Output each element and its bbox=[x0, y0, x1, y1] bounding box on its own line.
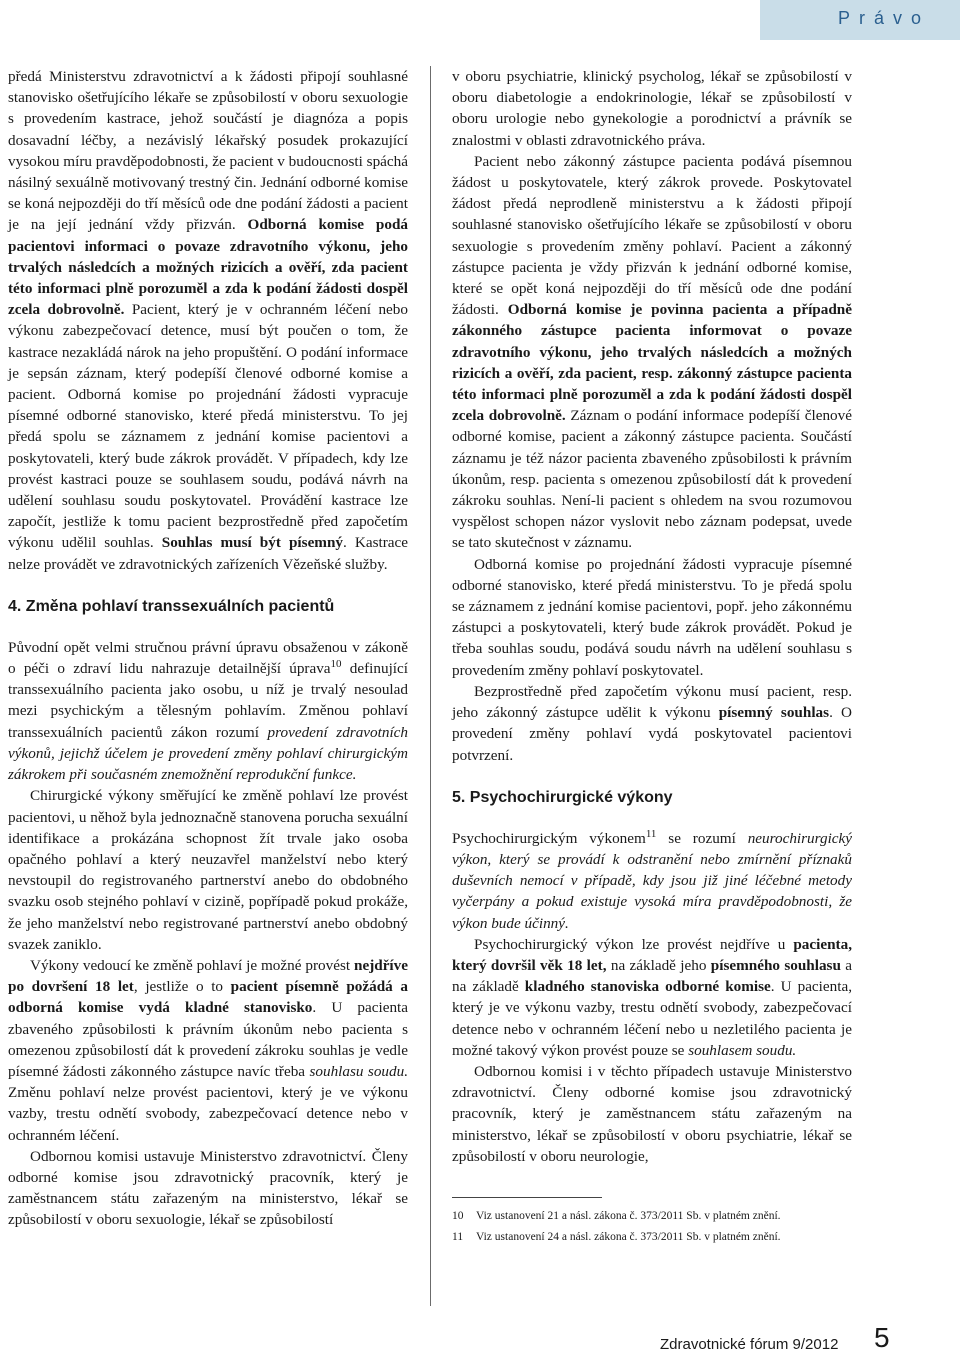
italic-text: souhlasem soudu. bbox=[688, 1041, 797, 1059]
italic-text: souhlasu soudu. bbox=[309, 1062, 408, 1080]
text-run: v oboru psychiatrie, klinický psycholog, lékař se způsobilostí v oboru diabetologie a endokrinologie, lékař se způsobilostí v oboru urologie nebo gynekologie a porodnictví a právník se znalostmi v oblasti zdravotnického práva. bbox=[452, 68, 852, 149]
section-label: Právo bbox=[837, 8, 930, 28]
text-run: . O provedení změny pohlaví vydá poskytovatel pacientovi potvrzení. bbox=[452, 704, 853, 764]
bold-text: pacient písemně požádá a odborná komise vydá kladné stanovisko bbox=[8, 978, 408, 1017]
text-run: Pacient, který je v ochranném léčení nebo výkonu zabezpečovací detence, musí být poučen o tom, že kastrace nezakládá nárok na jeho propuštění. O podání informace je sepsán záznam, který podepíší členové odborné komise a pacient. Odborná komise po projednání žádosti vypracuje písemné odborné stanovisko, které předá ministerstvu. To jej předá spolu se záznamem z jednání komise pacientovi a poskytovateli, který bude zákrok provádět. V případech, kdy lze provést kastraci pouze se souhlasem soudu, podává návrh na udělení souhlasu soudu poskytovatel. Provádění kastrace lze započít, jestliže k tomu pacient bezprostředně před započetím výkonu udělil souhlas. bbox=[8, 301, 408, 552]
text-run: . Kastrace nelze provádět ve zdravotnických zařízeních Vězeňské služby. bbox=[8, 534, 408, 573]
paragraph bbox=[452, 681, 852, 766]
footnote bbox=[452, 1208, 852, 1225]
text-run: . U pacienta zbaveného způsobilosti k právním úkonům nebo pacienta s omezenou způsobilostí dát k provedení zákroku souhlas je vedle písemné žádosti zákonného zástupce navíc třeba bbox=[8, 999, 409, 1080]
paragraph bbox=[8, 637, 408, 785]
paragraph bbox=[452, 66, 852, 151]
text-run: Změnu pohlaví nelze provést pacientovi, který je ve výkonu vazby, trestu odnětí svobody, zabezpečovací detence nebo v ochranném léčení. bbox=[8, 1084, 408, 1144]
paragraph bbox=[8, 785, 408, 955]
text-run: . U pacienta, který je ve výkonu vazby, trestu odnětí svobody, zabezpečovací detence nebo v ochranném léčení nebo u nezletilého pacienta je možné takový výkon provést pouze se bbox=[452, 978, 852, 1059]
text-run: definující transsexuálního pacienta jako osobu, u níž je trvalý nesoulad mezi psychickým a tělesným pohlavím. Změnou pohlaví transsexuálních pacientů zákon rozumí bbox=[8, 660, 408, 741]
footnote-rule bbox=[452, 1197, 602, 1198]
column-divider bbox=[430, 66, 431, 1306]
paragraph bbox=[452, 554, 852, 681]
text-run: Psychochirurgický výkon lze provést nejdříve u bbox=[474, 935, 794, 953]
footnote-text: Viz ustanovení 21 a násl. zákona č. 373/2011 Sb. v platném znění. bbox=[476, 1209, 781, 1222]
page-number: 5 bbox=[874, 1322, 890, 1353]
bold-text: písemný souhlas bbox=[718, 704, 830, 722]
text-run: Odbornou komisi ustavuje Ministerstvo zdravotnictví. Členy odborné komise jsou zdravotnický pracovník, který je zaměstnancem státu zařazeným na ministerstvo, lékař se způsobilostí v oboru sexuologie, lékař se způsobilostí bbox=[8, 1147, 408, 1229]
bold-text: nejdříve po dovršení 18 let bbox=[8, 956, 408, 996]
paragraph bbox=[452, 1061, 852, 1167]
footnote-number: 10 bbox=[452, 1209, 464, 1222]
footnote-text: Viz ustanovení 24 a násl. zákona č. 373/2011 Sb. v platném znění. bbox=[476, 1230, 781, 1243]
text-run: Záznam o podání informace podepíší členové odborné komise, pacient a zákonný zástupce pacienta. Součástí záznamu je též názor pacienta zbaveného způsobilosti k právním úkonům, resp. pacienta s omezenou způsobilostí dát k provedení zákroku souhlas. Není-li pacient s ohledem na svou rozumovou vyspělost schopen názor vyslovit nebo záznam podepsat, uvede se tato skutečnost v záznamu. bbox=[452, 407, 852, 552]
text-run: předá Ministerstvu zdravotnictví a k žádosti připojí souhlasné stanovisko ošetřujícího lékaře se způsobilostí v oboru sexuologie s provedením kastrace, jehož součástí je diagnóza a popis dosavadní léčby, a nezávislý lékařský posudek prokazující vysokou míru pravděpodobnosti, že pacient v budoucnosti spáchá násilný sexuálně motivovaný trestný čin. Jednání odborné komise se koná nejpozději do tří měsíců ode dne podání žádosti a pacient je na její jednání vždy přizván. bbox=[8, 68, 408, 234]
text-run: Odbornou komisi i v těchto případech ustavuje Ministerstvo zdravotnictví. Členy odborné komise jsou zdravotnický pracovník, který je zaměstnancem státu zařazeným na ministerstvo, lékař se způsobilostí v oboru psychiatrie, lékař se způsobilostí v oboru neurologie, bbox=[452, 1062, 852, 1165]
text-run: a na základě bbox=[452, 956, 853, 996]
paragraph bbox=[452, 828, 852, 934]
paragraph bbox=[8, 66, 408, 575]
right-column bbox=[452, 66, 852, 1250]
paragraph bbox=[8, 1146, 408, 1231]
bold-text: písemného souhlasu bbox=[710, 956, 841, 974]
bold-text: pacienta, který dovršil věk 18 let, bbox=[452, 935, 852, 974]
footnote-ref: 10 bbox=[330, 658, 342, 671]
text-run: Pacient nebo zákonný zástupce pacienta podává písemnou žádost u poskytovatele, který zákrok provede. Poskytovatel žádost předá neprodleně ministerstvu a k žádosti připojí souhlasné stanovisko ošetřujícího lékaře se způsobilostí v oboru sexuologie s provedením změny pohlaví. Pacient a zákonný zástupce pacienta je vždy přizván k jednání odborné komise, které se opět koná nejpozději do tří měsíců ode dne podání žádosti. bbox=[452, 152, 852, 319]
text-run: Odborná komise po projednání žádosti vypracuje písemné odborné stanovisko, které předá ministerstvu. To je předá spolu se záznamem z jednání komise pacientovi, popř. jeho zákonnému zástupci a poskytovateli, který bude zákrok provádět. Pokud je třeba souhlas soudu, podává soudu návrh na udělení souhlasu s provedením změny pohlaví poskytovatel. bbox=[452, 555, 852, 679]
text-run: Původní opět velmi stručnou právní úpravu obsaženou v zákoně o péči o zdraví lidu nahrazuje detailnější úprava bbox=[8, 638, 408, 678]
paragraph bbox=[452, 151, 852, 554]
bold-text: Odborná komise je povinna pacienta a případně zákonného zástupce pacienta informovat o povaze zdravotního výkonu, jeho trvalých následcích a možných rizicích a ověří, zda pacient, resp. zákonný zástupce pacienta této informaci plně porozuměl a zda k podání žádosti dospěl zcela dobrovolně. bbox=[452, 301, 852, 425]
text-run: se rozumí bbox=[656, 829, 748, 847]
footnote bbox=[452, 1229, 852, 1246]
text-run: Chirurgické výkony směřující ke změně pohlaví lze provést pacientovi, u něhož byla jednoznačně stanovena porucha sexuální identifikace a prokázána schopnost žít trvale jako osoba opačného pohlaví a který neuzavřel manželství nebo který nevstoupil do registrovaného partnerství anebo do obdobného svazku osob stejného pohlaví v cizině, popřípadě pokud prokáže, že jeho manželství nebo registrované partnerství anebo obdobný svazek zaniklo. bbox=[8, 787, 408, 953]
bold-text: kladného stanoviska odborné komise bbox=[524, 978, 771, 996]
text-run: Psychochirurgickým výkonem bbox=[452, 829, 646, 847]
footnote-number: 11 bbox=[452, 1230, 464, 1243]
section-heading-4: 4. Změna pohlaví transsexuálních pacientů bbox=[8, 597, 335, 615]
bold-text: Souhlas musí být písemný bbox=[161, 534, 343, 552]
italic-text: provedení zdravotních výkonů, jejichž účelem je provedení změny pohlaví chirurgickým zákrokem při současném znemožnění reprodukční funkce. bbox=[8, 723, 409, 784]
section-heading-5: 5. Psychochirurgické výkony bbox=[452, 788, 673, 806]
left-column bbox=[8, 66, 408, 1231]
publication-footer: Zdravotnické fórum 9/2012 bbox=[660, 1336, 839, 1353]
paragraph bbox=[8, 955, 408, 1146]
italic-text: neurochirurgický výkon, který se provádí k odstranění nebo zmírnění příznaků duševních nemocí v případě, kdy jsou již jiné léčebné metody vyčerpány a pokud existuje vysoká míra pravděpodobnosti, že výkon bude účinný. bbox=[452, 829, 853, 932]
paragraph bbox=[452, 934, 852, 1061]
footnote-ref: 11 bbox=[645, 827, 657, 840]
text-run: na základě jeho bbox=[606, 956, 711, 974]
text-run: Výkony vedoucí ke změně pohlaví je možné provést bbox=[30, 956, 354, 974]
text-run: Bezprostředně před započetím výkonu musí pacient, resp. jeho zákonný zástupce udělit k výkonu bbox=[452, 682, 852, 722]
bold-text: Odborná komise podá pacientovi informaci o povaze zdravotního výkonu, jeho trvalých následcích a možných rizicích a ověří, zda pacient této informaci plně porozuměl a zda k podání žádosti dospěl zcela dobrovolně. bbox=[8, 216, 408, 319]
text-run: , jestliže o to bbox=[133, 978, 231, 996]
